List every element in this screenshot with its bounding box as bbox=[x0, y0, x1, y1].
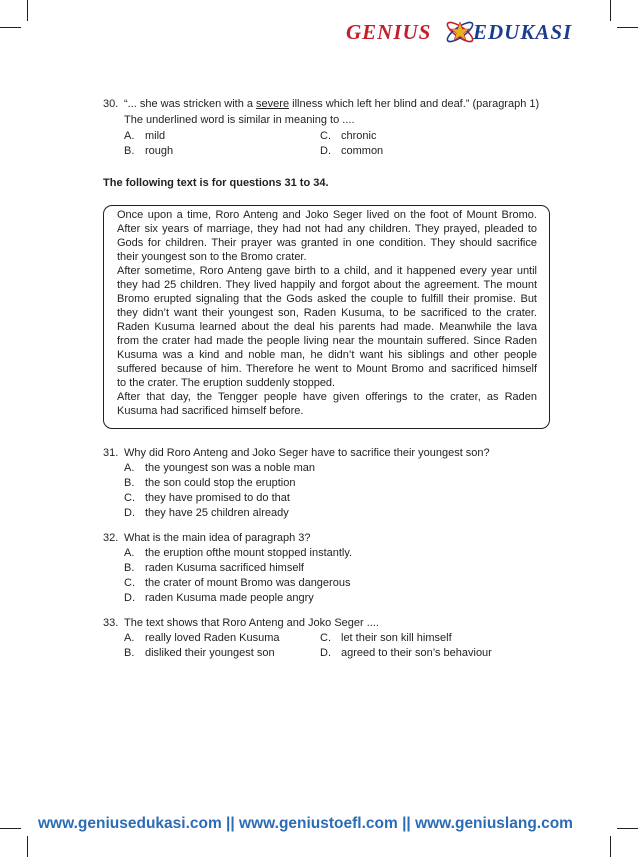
option-letter: A. bbox=[124, 462, 135, 474]
option-text: chronic bbox=[341, 130, 377, 142]
option-text: disliked their youngest son bbox=[145, 647, 275, 659]
passage-line: they had 25 children. They lived happily and forgot about the agreement. The mount bbox=[117, 279, 537, 291]
crop-mark bbox=[610, 0, 611, 21]
option-text: the crater of mount Bromo was dangerous bbox=[145, 577, 351, 589]
option-text: raden Kusuma sacrificed himself bbox=[145, 562, 304, 574]
option-text: the son could stop the eruption bbox=[145, 477, 296, 489]
crop-mark bbox=[0, 828, 21, 829]
option-letter: A. bbox=[124, 130, 135, 142]
passage-line: Gods for children. Their prayer was granted in one condition. They should sacrifice bbox=[117, 237, 537, 249]
option-text: raden Kusuma made people angry bbox=[145, 592, 314, 604]
passage-line: Raden Kusuma learned about the deal his parents had made. Meanwhile the lava bbox=[117, 321, 537, 333]
logo-text-genius: GENIUS bbox=[346, 20, 432, 44]
passage-line: to the crater. The eruption suddenly stopped. bbox=[117, 377, 336, 389]
option-text: agreed to their son’s behaviour bbox=[341, 647, 492, 659]
question-text-part: “... she was stricken with a bbox=[124, 98, 257, 110]
option-letter: C. bbox=[124, 577, 135, 589]
option-text: they have 25 children already bbox=[145, 507, 289, 519]
passage-line: they didn’t want their youngest son, Raden Kusuma, to be sacrificed to the crater. bbox=[117, 307, 537, 319]
question-32 bbox=[103, 531, 543, 546]
passage-line: their youngest son to the Bromo crater. bbox=[117, 251, 307, 263]
option-letter: C. bbox=[320, 632, 331, 644]
question-number: 33. bbox=[103, 617, 119, 629]
option-letter: A. bbox=[124, 632, 135, 644]
option-letter: A. bbox=[124, 547, 135, 559]
passage-line: Bromo erupted signaling that the Gods asked the couple to fulfill their promise. But bbox=[117, 293, 537, 305]
crop-mark bbox=[0, 27, 21, 28]
option-text: mild bbox=[145, 130, 166, 142]
passage-line: from the crater had made the people living near the mountain suffered. Since Raden bbox=[117, 335, 537, 347]
option-letter: D. bbox=[320, 145, 331, 157]
passage-line: Kusuma was a kind and noble man, he didn’t want his siblings and other people bbox=[117, 349, 537, 361]
option-letter: B. bbox=[124, 562, 135, 574]
question-number: 30. bbox=[103, 98, 119, 110]
crop-mark bbox=[27, 836, 28, 857]
passage-line: suffered because of him. Therefore he went to Mount Bromo and sacrificed himself bbox=[117, 363, 537, 375]
question-text bbox=[124, 97, 539, 112]
question-30 bbox=[103, 97, 563, 112]
option-text: they have promised to do that bbox=[145, 492, 290, 504]
option-letter: D. bbox=[124, 507, 135, 519]
option-text: really loved Raden Kusuma bbox=[145, 632, 280, 644]
crop-mark bbox=[27, 0, 28, 21]
question-text: What is the main idea of paragraph 3? bbox=[124, 532, 311, 544]
passage-line: After sometime, Roro Anteng gave birth to a child, and it happened every year until bbox=[117, 265, 537, 277]
question-text-part: illness which left her blind and deaf.” (paragraph 1) bbox=[289, 98, 540, 110]
option-letter: D. bbox=[124, 592, 135, 604]
option-letter: C. bbox=[320, 130, 331, 142]
option-letter: B. bbox=[124, 145, 135, 157]
passage-line: After that day, the Tengger people have given offerings to the crater, as Raden bbox=[117, 391, 537, 403]
passage-line: Once upon a time, Roro Anteng and Joko Seger lived on the foot of Mount Bromo. bbox=[117, 209, 537, 221]
option-letter: B. bbox=[124, 477, 135, 489]
footer-links[interactable]: www.geniusedukasi.com || www.geniustoefl.com || www.geniuslang.com bbox=[38, 815, 573, 832]
question-text: Why did Roro Anteng and Joko Seger have to sacrifice their youngest son? bbox=[124, 447, 490, 459]
option-text: common bbox=[341, 145, 384, 157]
option-text: the youngest son was a noble man bbox=[145, 462, 316, 474]
question-number: 32. bbox=[103, 532, 119, 544]
option-text: let their son kill himself bbox=[341, 632, 452, 644]
option-text: rough bbox=[145, 145, 174, 157]
question-text: The underlined word is similar in meaning to .... bbox=[124, 114, 355, 126]
section-heading: The following text is for questions 31 to 34. bbox=[103, 177, 329, 189]
passage-line: After six years of marriage, they had not had any children. They prayed, pleaded to bbox=[117, 223, 537, 235]
question-31 bbox=[103, 446, 543, 461]
question-number: 31. bbox=[103, 447, 119, 459]
option-letter: D. bbox=[320, 647, 331, 659]
option-letter: C. bbox=[124, 492, 135, 504]
question-text: The text shows that Roro Anteng and Joko Seger .... bbox=[124, 617, 379, 629]
option-text: the eruption ofthe mount stopped instantly. bbox=[145, 547, 353, 559]
crop-mark bbox=[610, 836, 611, 857]
crop-mark bbox=[617, 27, 638, 28]
brand-logo bbox=[346, 14, 606, 50]
question-33 bbox=[103, 616, 543, 631]
question-30-line2 bbox=[103, 113, 563, 128]
passage-line: Kusuma had sacrificed himself before. bbox=[117, 405, 304, 417]
crop-mark bbox=[617, 828, 638, 829]
logo-text-edukasi: EDUKASI bbox=[473, 20, 573, 44]
underlined-word: severe bbox=[256, 98, 290, 110]
option-letter: B. bbox=[124, 647, 135, 659]
